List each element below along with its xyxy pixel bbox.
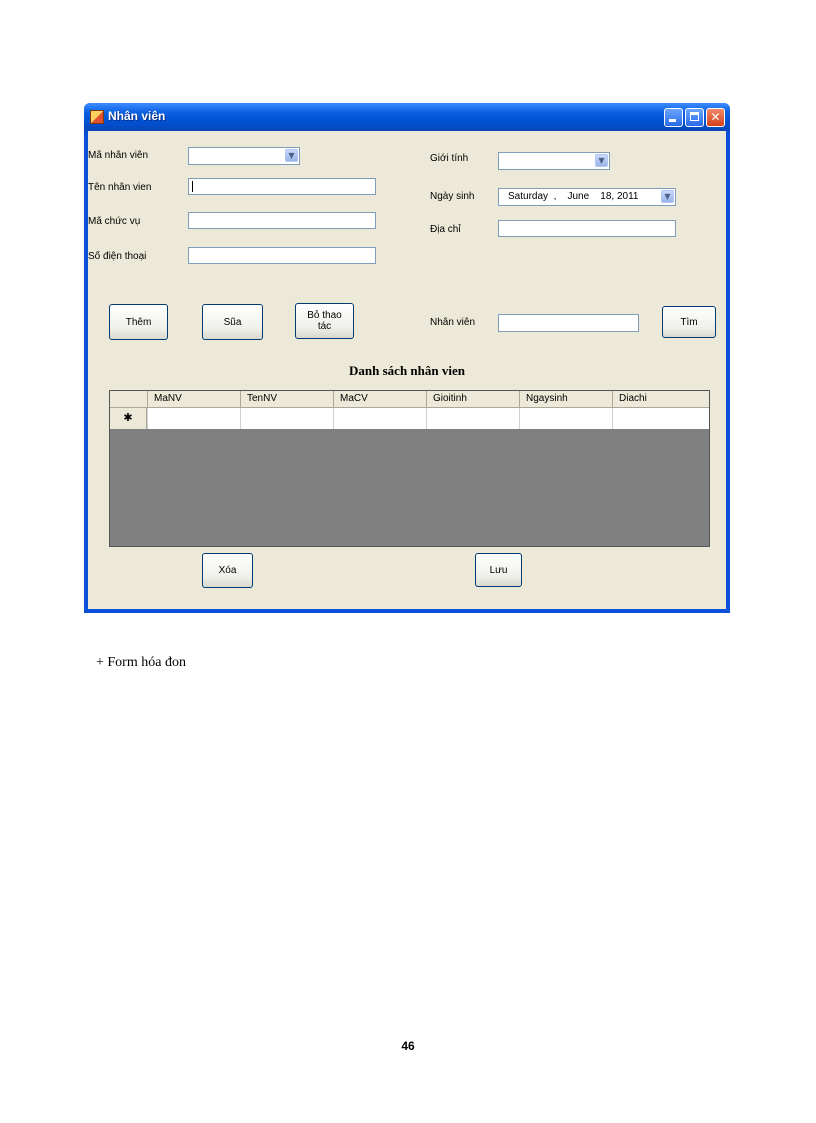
page-number: 46 xyxy=(401,1039,415,1053)
column-header-tennv[interactable]: TenNV xyxy=(240,391,333,407)
grid-title: Danh sách nhân vien xyxy=(349,363,465,378)
table-cell[interactable] xyxy=(519,408,612,429)
close-button[interactable] xyxy=(706,108,725,127)
nhan-vien-search-label: Nhân viên xyxy=(430,317,476,328)
ma-chuc-vu-label: Mã chức vụ xyxy=(88,216,141,227)
employee-datagrid[interactable] xyxy=(109,390,710,547)
table-cell[interactable] xyxy=(240,408,333,429)
bo-thao-tac-line2: tác xyxy=(317,321,332,332)
maximize-icon xyxy=(690,112,699,121)
column-header-diachi[interactable]: Diachi xyxy=(612,391,709,407)
bo-thao-tac-button[interactable] xyxy=(295,303,354,339)
text-caret xyxy=(192,181,193,192)
maximize-button[interactable] xyxy=(685,108,704,127)
them-button[interactable]: Thêm xyxy=(109,304,168,340)
nhan-vien-search-input[interactable] xyxy=(498,314,639,332)
ten-nhan-vien-input[interactable] xyxy=(188,178,376,195)
gioi-tinh-label: Giới tính xyxy=(430,153,469,164)
table-cell[interactable] xyxy=(333,408,426,429)
document-caption: + Form hóa đon xyxy=(96,655,186,670)
chevron-down-icon[interactable]: ▼ xyxy=(661,190,674,203)
so-dien-thoai-input[interactable] xyxy=(188,247,376,264)
ma-nhan-vien-combo[interactable] xyxy=(188,147,300,165)
table-row[interactable] xyxy=(110,408,709,429)
table-cell[interactable] xyxy=(612,408,709,429)
dia-chi-input[interactable] xyxy=(498,220,676,237)
window-title: Nhân viên xyxy=(108,109,166,123)
ngay-sinh-value: Saturday , June 18, 2011 xyxy=(508,191,639,202)
app-icon xyxy=(90,110,104,124)
column-header-manv[interactable]: MaNV xyxy=(147,391,240,407)
ngay-sinh-label: Ngày sinh xyxy=(430,191,475,202)
luu-button[interactable]: Lưu xyxy=(475,553,522,587)
form-client-area xyxy=(88,131,726,609)
title-bar[interactable] xyxy=(84,103,730,131)
so-dien-thoai-label: Số điện thoại xyxy=(88,251,147,262)
new-row-marker-icon[interactable]: ✱ xyxy=(110,408,147,429)
chevron-down-icon[interactable]: ▼ xyxy=(595,154,608,167)
column-header-macv[interactable]: MaCV xyxy=(333,391,426,407)
minimize-icon xyxy=(669,119,676,122)
minimize-button[interactable] xyxy=(664,108,683,127)
table-cell[interactable] xyxy=(147,408,240,429)
ten-nhan-vien-label: Tên nhân vien xyxy=(88,182,152,193)
gioi-tinh-combo[interactable] xyxy=(498,152,610,170)
grid-corner xyxy=(110,391,147,407)
tim-button[interactable]: Tìm xyxy=(662,306,716,338)
ma-chuc-vu-input[interactable] xyxy=(188,212,376,229)
chevron-down-icon[interactable]: ▼ xyxy=(285,149,298,162)
dia-chi-label: Địa chỉ xyxy=(430,224,461,235)
column-header-ngaysinh[interactable]: Ngaysinh xyxy=(519,391,612,407)
ngay-sinh-datepicker[interactable] xyxy=(498,188,676,206)
column-header-gioitinh[interactable]: Gioitinh xyxy=(426,391,519,407)
close-icon: ✕ xyxy=(710,110,721,124)
sua-button[interactable]: Sũa xyxy=(202,304,263,340)
grid-header xyxy=(110,391,709,408)
bo-thao-tac-line1: Bỏ thao xyxy=(307,310,342,321)
xoa-button[interactable]: Xóa xyxy=(202,553,253,588)
employee-window xyxy=(84,103,730,613)
table-cell[interactable] xyxy=(426,408,519,429)
ma-nhan-vien-label: Mã nhân viên xyxy=(88,150,149,161)
